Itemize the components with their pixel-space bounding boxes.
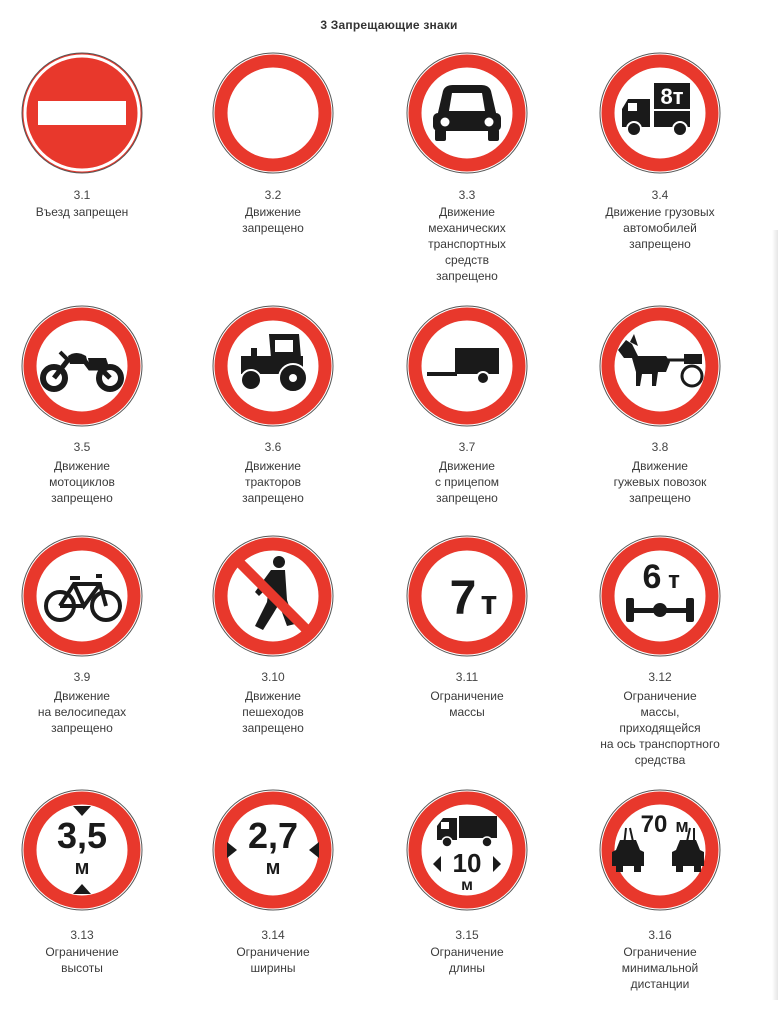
svg-text:м: м bbox=[675, 816, 689, 836]
sign-item bbox=[570, 788, 750, 1028]
sign-item bbox=[0, 51, 172, 291]
sign-item bbox=[377, 51, 557, 291]
horse-cart-icon bbox=[596, 302, 724, 430]
truck-icon bbox=[596, 49, 724, 177]
svg-text:10: 10 bbox=[452, 848, 482, 878]
sign-item bbox=[570, 51, 750, 291]
sign-label: Движение мотоциклов запрещено bbox=[49, 459, 115, 505]
svg-text:м: м bbox=[74, 857, 90, 879]
page-title: 3 Запрещающие знаки bbox=[320, 18, 458, 32]
width-limit-icon bbox=[209, 786, 337, 914]
height-limit-icon bbox=[18, 786, 146, 914]
sign-item bbox=[0, 304, 172, 544]
length-limit-icon bbox=[403, 786, 531, 914]
sign-code: 3.8 bbox=[651, 440, 669, 454]
sign-label: Ограничение массы, приходящейся на ось транспортного средства bbox=[600, 689, 720, 767]
sign-label: Движение грузовых автомобилей запрещено bbox=[605, 205, 715, 251]
scan-edge-shadow bbox=[772, 230, 778, 1000]
sign-code: 3.11 bbox=[455, 670, 479, 684]
axle-icon bbox=[596, 532, 724, 660]
sign-code: 3.2 bbox=[264, 188, 282, 202]
motorcycle-icon bbox=[18, 302, 146, 430]
sign-item bbox=[377, 304, 557, 544]
sign-code: 3.16 bbox=[648, 928, 672, 942]
sign-label: Ограничение ширины bbox=[236, 945, 310, 975]
sign-item bbox=[183, 304, 363, 544]
no-entry-bar-icon bbox=[18, 49, 146, 177]
tractor-icon bbox=[209, 302, 337, 430]
sign-code: 3.14 bbox=[261, 928, 285, 942]
svg-text:т: т bbox=[480, 584, 498, 622]
sign-code: 3.12 bbox=[648, 670, 672, 684]
sign-label: Движение запрещено bbox=[242, 205, 304, 235]
svg-text:3,5: 3,5 bbox=[56, 815, 108, 856]
car-icon bbox=[403, 49, 531, 177]
sign-item bbox=[570, 304, 750, 544]
sign-label: Движение пешеходов запрещено bbox=[242, 689, 304, 735]
pedestrian-icon bbox=[209, 532, 337, 660]
sign-code: 3.4 bbox=[651, 188, 669, 202]
sign-item bbox=[570, 534, 750, 774]
sign-item bbox=[183, 788, 363, 1028]
sign-code: 3.7 bbox=[458, 440, 476, 454]
empty-circle-icon bbox=[209, 49, 337, 177]
sign-code: 3.15 bbox=[455, 928, 479, 942]
sign-item bbox=[0, 534, 172, 774]
sign-code: 3.5 bbox=[73, 440, 91, 454]
sign-code: 3.13 bbox=[70, 928, 94, 942]
svg-text:70: 70 bbox=[640, 811, 668, 838]
sign-code: 3.9 bbox=[73, 670, 91, 684]
sign-item bbox=[377, 788, 557, 1028]
sign-item bbox=[183, 534, 363, 774]
svg-text:м: м bbox=[265, 857, 281, 879]
sign-code: 3.10 bbox=[261, 670, 285, 684]
sign-code: 3.1 bbox=[73, 188, 91, 202]
sign-label: Движение механических транспортных средств запрещено bbox=[428, 205, 506, 283]
sign-code: 3.3 bbox=[458, 188, 476, 202]
svg-text:7: 7 bbox=[449, 572, 477, 625]
weight-limit-icon bbox=[403, 532, 531, 660]
sign-label: Движение с прицепом запрещено bbox=[434, 459, 500, 505]
trailer-icon bbox=[403, 302, 531, 430]
sign-label: Ограничение массы bbox=[430, 689, 504, 719]
sign-label: Ограничение высоты bbox=[45, 945, 119, 975]
sign-label: Въезд запрещен bbox=[35, 205, 129, 219]
svg-text:6: 6 bbox=[642, 558, 662, 596]
distance-icon bbox=[596, 786, 724, 914]
bicycle-icon bbox=[18, 532, 146, 660]
svg-text:8т: 8т bbox=[660, 84, 684, 109]
sign-label: Ограничение длины bbox=[430, 945, 504, 975]
svg-text:м: м bbox=[461, 877, 473, 894]
svg-text:т: т bbox=[668, 567, 680, 594]
sign-label: Движение гужевых повозок запрещено bbox=[613, 459, 707, 505]
sign-item bbox=[0, 788, 172, 1028]
svg-text:2,7: 2,7 bbox=[247, 815, 299, 856]
sign-item bbox=[377, 534, 557, 774]
sign-label: Движение тракторов запрещено bbox=[242, 459, 304, 505]
sign-item bbox=[183, 51, 363, 291]
sign-label: Движение на велосипедах запрещено bbox=[37, 689, 127, 735]
sign-label: Ограничение минимальной дистанции bbox=[621, 945, 699, 991]
sign-code: 3.6 bbox=[264, 440, 282, 454]
